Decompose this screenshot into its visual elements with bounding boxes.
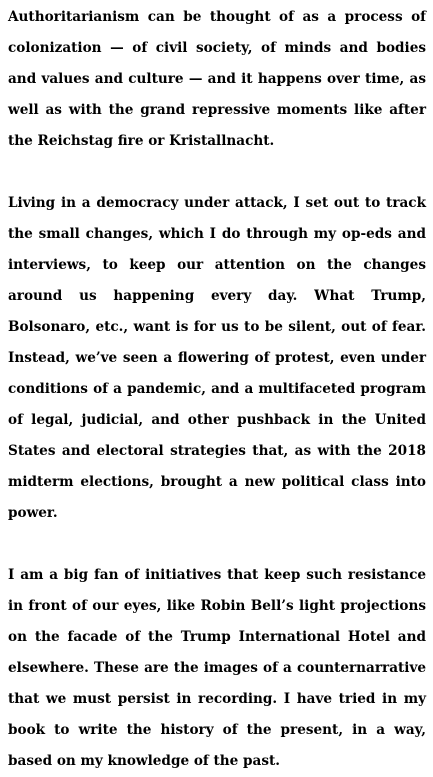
paragraph-1: Authoritarianism can be thought of as a process of colonization — of civil society, of minds and bodies and values and culture — and it happens over time, as well as with the grand repressive moments like after the Reichstag fire or Kristallnacht. bbox=[8, 9, 426, 149]
paragraph-3: I am a big fan of initiatives that keep such resistance in front of our eyes, like Robin Bell’s light projections on the facade of the Trump International Hotel and elsewhere. These are the images of a counternarrative that we must persist in recording. I have tried in my book to write the history of the present, in a way, based on my knowledge of the past. bbox=[8, 567, 426, 769]
paragraph-2: Living in a democracy under attack, I set out to track the small changes, which I do through my op-eds and interviews, to keep our attention on the changes around us happening every day. What Trump, Bolsonaro, etc., want is for us to be silent, out of fear. Instead, we’ve seen a flowering of protest, even under conditions of a pandemic, and a multifaceted program of legal, judicial, and other pushback in the United States and electoral strategies that, as with the 2018 midterm elections, brought a new political class into power. bbox=[8, 195, 426, 521]
